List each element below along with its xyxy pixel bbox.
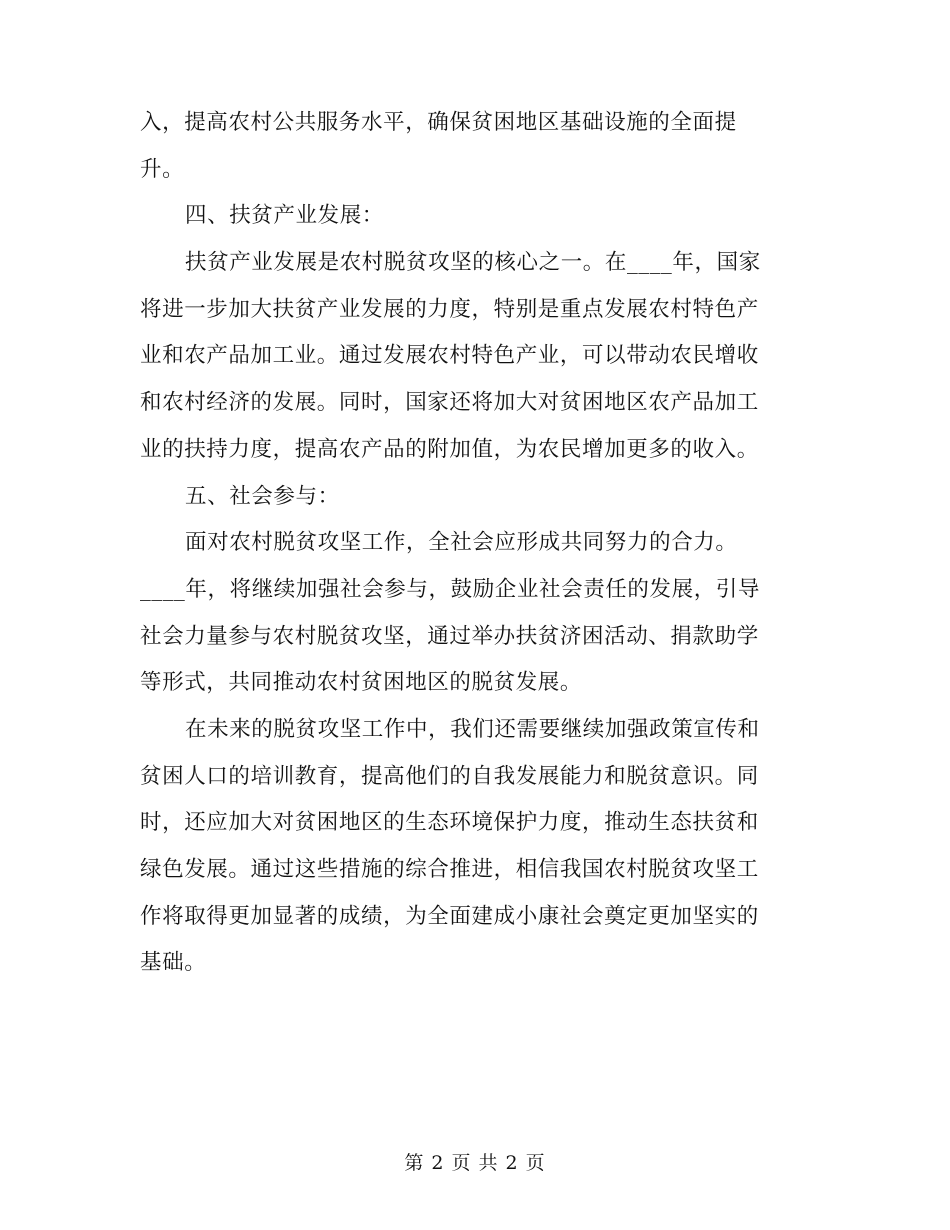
section-heading: 五、社会参与：: [185, 483, 340, 509]
text-line: 和农村经济的发展。同时，国家还将加大对贫困地区农产品加工: [140, 390, 759, 416]
text-line: 绿色发展。通过这些措施的综合推进，相信我国农村脱贫攻坚工: [140, 857, 759, 882]
document-body: [140, 100, 800, 987]
text-line: 业的扶持力度，提高农产品的附加值，为农民增加更多的收入。: [140, 436, 759, 462]
text-line: 时，还应加大对贫困地区的生态环境保护力度，推动生态扶贫和: [140, 810, 759, 836]
text-line: 基础。: [140, 950, 207, 976]
text-line: 入，提高农村公共服务水平，确保贫困地区基础设施的全面提: [140, 110, 737, 135]
text-line: 等形式，共同推动农村贫困地区的脱贫发展。: [140, 670, 583, 696]
text-line: 将进一步加大扶贫产业发展的力度，特别是重点发展农村特色产: [140, 296, 759, 322]
section-heading: 四、扶贫产业发展：: [185, 203, 384, 229]
text-line: 社会力量参与农村脱贫攻坚，通过举办扶贫济困活动、捐款助学: [140, 623, 759, 649]
text-line: ____年，将继续加强社会参与，鼓励企业社会责任的发展，引导: [140, 576, 761, 602]
text-line: 作将取得更加显著的成绩，为全面建成小康社会奠定更加坚实的: [140, 903, 759, 929]
text-line: 贫困人口的培训教育，提高他们的自我发展能力和脱贫意识。同: [140, 763, 759, 789]
text-line: 扶贫产业发展是农村脱贫攻坚的核心之一。在____年，国家: [185, 250, 761, 276]
text-line: 业和农产品加工业。通过发展农村特色产业，可以带动农民增收: [140, 343, 759, 369]
page-number-footer: 第 2 页 共 2 页: [404, 1152, 546, 1174]
text-line: 升。: [140, 156, 185, 182]
text-line: 在未来的脱贫攻坚工作中，我们还需要继续加强政策宣传和: [185, 716, 760, 742]
text-line: 面对农村脱贫攻坚工作，全社会应形成共同努力的合力。: [185, 530, 738, 556]
